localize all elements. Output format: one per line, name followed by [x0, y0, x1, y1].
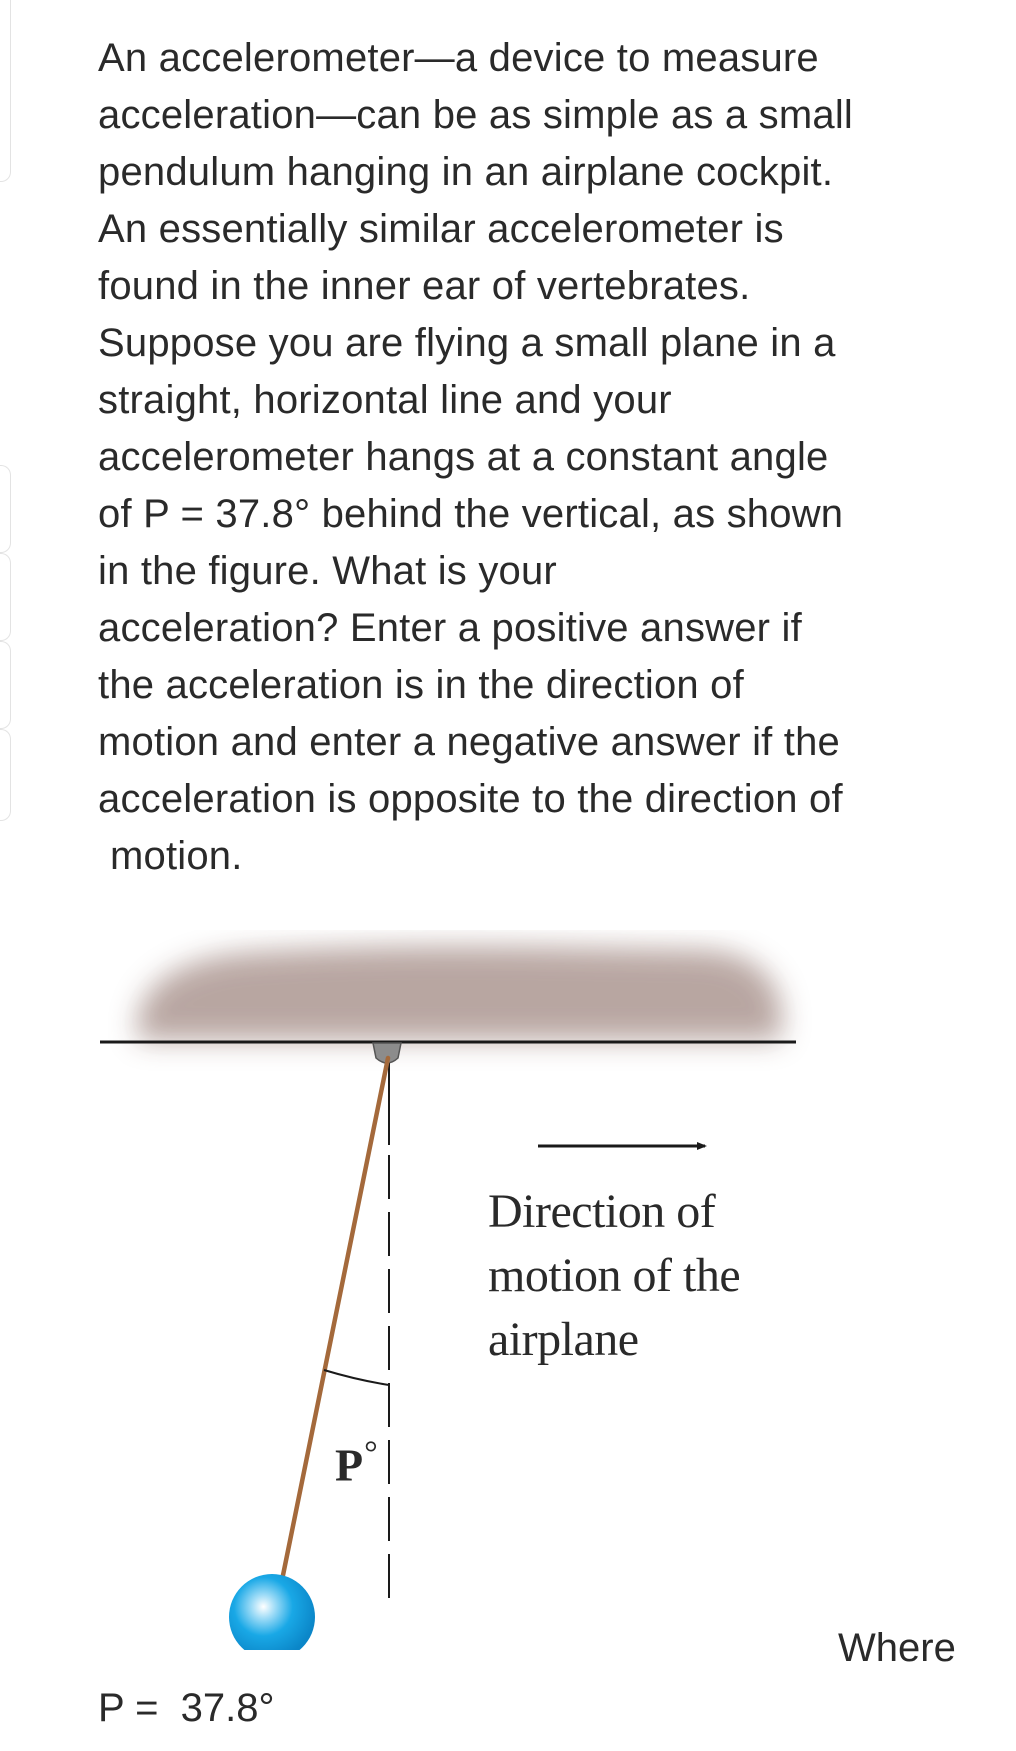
question-line: acceleration—can be as simple as a small [98, 93, 854, 137]
question-line: acceleration? Enter a positive answer if [98, 606, 802, 650]
motion-label-line: motion of the [488, 1249, 741, 1302]
pendulum-string [280, 1058, 388, 1590]
question-line: An accelerometer—a device to measure [98, 36, 819, 80]
direction-of-motion-label [488, 1180, 740, 1372]
question-line: motion and enter a negative answer if the [98, 720, 840, 764]
question-text [98, 30, 993, 885]
question-line: Suppose you are flying a small plane in a [98, 321, 836, 365]
question-line: of P = 37.8° behind the vertical, as shown [98, 492, 844, 536]
angle-label [335, 1435, 378, 1491]
question-line: the acceleration is in the direction of [98, 663, 744, 707]
question-line: accelerometer hangs at a constant angle [98, 435, 829, 479]
question-line: straight, horizontal line and your [98, 378, 672, 422]
angle-arc [324, 1370, 389, 1385]
motion-label-line: airplane [488, 1313, 639, 1366]
side-card-1 [0, 0, 11, 182]
where-text: Where [838, 1626, 956, 1670]
question-line: found in the inner ear of vertebrates. [98, 264, 751, 308]
question-line: pendulum hanging in an airplane cockpit. [98, 150, 834, 194]
question-line: motion. [110, 834, 243, 878]
ceiling-shadow [137, 946, 782, 1040]
pendulum-bob [229, 1574, 315, 1650]
motion-label-line: Direction of [488, 1185, 716, 1238]
side-card-5 [0, 729, 11, 821]
side-card-2 [0, 465, 11, 553]
side-card-3 [0, 553, 11, 641]
degree-symbol: ° [364, 1435, 378, 1472]
angle-symbol: P [335, 1439, 364, 1491]
question-line: An essentially similar accelerometer is [98, 207, 784, 251]
question-line: acceleration is opposite to the direction of [98, 777, 843, 821]
pendulum-figure [0, 930, 1016, 1650]
given-angle-value: P = 37.8° [98, 1686, 275, 1730]
side-card-4 [0, 641, 11, 729]
question-line: in the figure. What is your [98, 549, 557, 593]
